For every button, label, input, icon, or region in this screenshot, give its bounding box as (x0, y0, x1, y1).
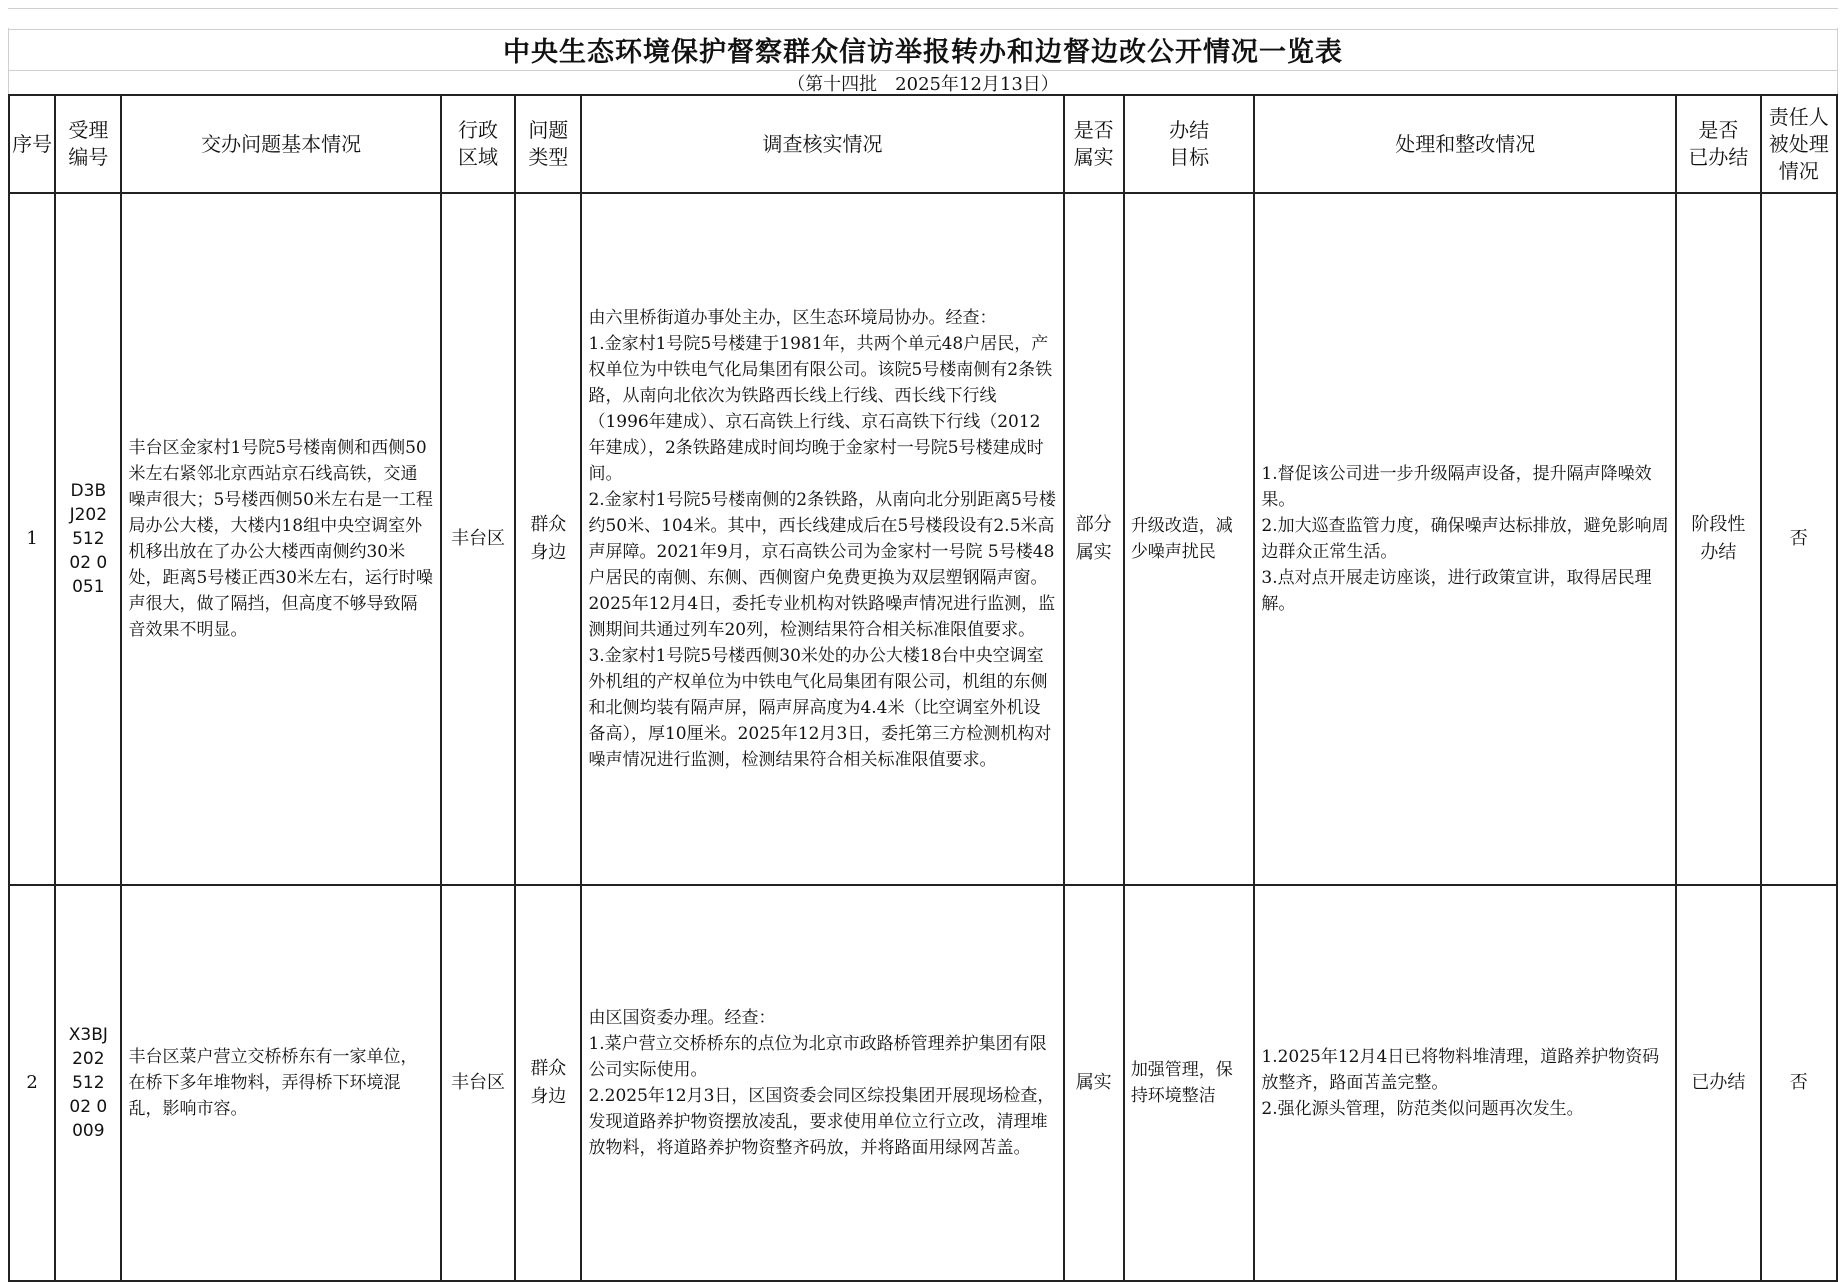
header-type: 问题 类型 (515, 95, 581, 193)
cell-accountability: 否 (1761, 885, 1837, 1281)
cell-accountability: 否 (1761, 193, 1837, 885)
cell-code: X3BJ20251202 0009 (55, 885, 121, 1281)
header-code: 受理 编号 (55, 95, 121, 193)
header-seq: 序号 (9, 95, 55, 193)
cell-investigation: 由区国资委办理。经查： 1.菜户营立交桥桥东的点位为北京市政路桥管理养护集团有限公司实际使用。 2.2025年12月3日，区国资委会同区综投集团开展现场检查，发现道路养护物资摆放凌乱，要求使用单位立行立改，清理堆放物料，将道路养护物资整齐码放，并将路面用绿网苫盖。 (581, 885, 1063, 1281)
cell-goal: 加强管理，保持环境整洁 (1124, 885, 1255, 1281)
title-box (8, 28, 1838, 70)
cell-basic: 丰台区菜户营立交桥桥东有一家单位，在桥下多年堆物料，弄得桥下环境混乱，影响市容。 (121, 885, 440, 1281)
cell-seq: 2 (9, 885, 55, 1281)
header-verified: 是否 属实 (1064, 95, 1124, 193)
cell-verified: 属实 (1064, 885, 1124, 1281)
header-goal: 办结 目标 (1124, 95, 1255, 193)
cell-region: 丰台区 (441, 885, 515, 1281)
cell-goal: 升级改造，减少噪声扰民 (1124, 193, 1255, 885)
cell-region: 丰台区 (441, 193, 515, 885)
cell-investigation: 由六里桥街道办事处主办，区生态环境局协办。经查： 1.金家村1号院5号楼建于1981年，共两个单元48户居民，产权单位为中铁电气化局集团有限公司。该院5号楼南侧有2条铁路，从南向北依次为铁路西长线上行线、西长线下行线（1996年建成）、京石高铁上行线、京石高铁下行线（2012年建成），2条铁路建成时间均晚于金家村一号院5号楼建成时间。 2.金家村1号院5号楼南侧的2条铁路，从南向北分别距离5号楼约50米、104米。其中，西长线建成后在5号楼段设有2.5米高声屏障。2021年9月，京石高铁公司为金家村一号院 5号楼48户居民的南侧、东侧、西侧窗户免费更换为双层塑钢隔声窗。2025年12月4日，委托专业机构对铁路噪声情况进行监测，监测期间共通过列车20列，检测结果符合相关标准限值要求。 3.金家村1号院5号楼西侧30米处的办公大楼18台中央空调室外机组的产权单位为中铁电气化局集团有限公司，机组的东侧和北侧均装有隔声屏，隔声屏高度为4.4米（比空调室外机设备高），厚10厘米。2025年12月3日，委托第三方检测机构对噪声情况进行监测，检测结果符合相关标准限值要求。 (581, 193, 1063, 885)
subtitle-box (8, 70, 1838, 95)
cell-code: D3BJ20251202 0051 (55, 193, 121, 885)
table-row (9, 193, 1837, 885)
header-accountability: 责任人 被处理 情况 (1761, 95, 1837, 193)
cell-verified: 部分属实 (1064, 193, 1124, 885)
header-investigation: 调查核实情况 (581, 95, 1063, 193)
cell-completed: 已办结 (1676, 885, 1760, 1281)
header-region: 行政 区域 (441, 95, 515, 193)
document-title: 中央生态环境保护督察群众信访举报转办和边督边改公开情况一览表 (503, 36, 1343, 68)
complaints-table (8, 94, 1838, 1282)
top-grid-strip (8, 8, 1838, 30)
header-basic: 交办问题基本情况 (121, 95, 440, 193)
cell-seq: 1 (9, 193, 55, 885)
cell-handling: 1.督促该公司进一步升级隔声设备，提升隔声降噪效果。 2.加大巡查监管力度，确保噪声达标排放，避免影响周边群众正常生活。 3.点对点开展走访座谈，进行政策宣讲，取得居民理解。 (1254, 193, 1676, 885)
table-row (9, 885, 1837, 1281)
header-completed: 是否 已办结 (1676, 95, 1760, 193)
cell-handling: 1.2025年12月4日已将物料堆清理，道路养护物资码放整齐，路面苫盖完整。 2.强化源头管理，防范类似问题再次发生。 (1254, 885, 1676, 1281)
header-row (9, 95, 1837, 193)
header-handling: 处理和整改情况 (1254, 95, 1676, 193)
cell-type: 群众身边 (515, 885, 581, 1281)
cell-type: 群众身边 (515, 193, 581, 885)
document-subtitle: （第十四批 2025年12月13日） (787, 74, 1059, 95)
cell-completed: 阶段性办结 (1676, 193, 1760, 885)
cell-basic: 丰台区金家村1号院5号楼南侧和西侧50米左右紧邻北京西站京石线高铁，交通噪声很大；5号楼西侧50米左右是一工程局办公大楼，大楼内18组中央空调室外机移出放在了办公大楼西南侧约30米处，距离5号楼正西30米左右，运行时噪声很大，做了隔挡，但高度不够导致隔音效果不明显。 (121, 193, 440, 885)
